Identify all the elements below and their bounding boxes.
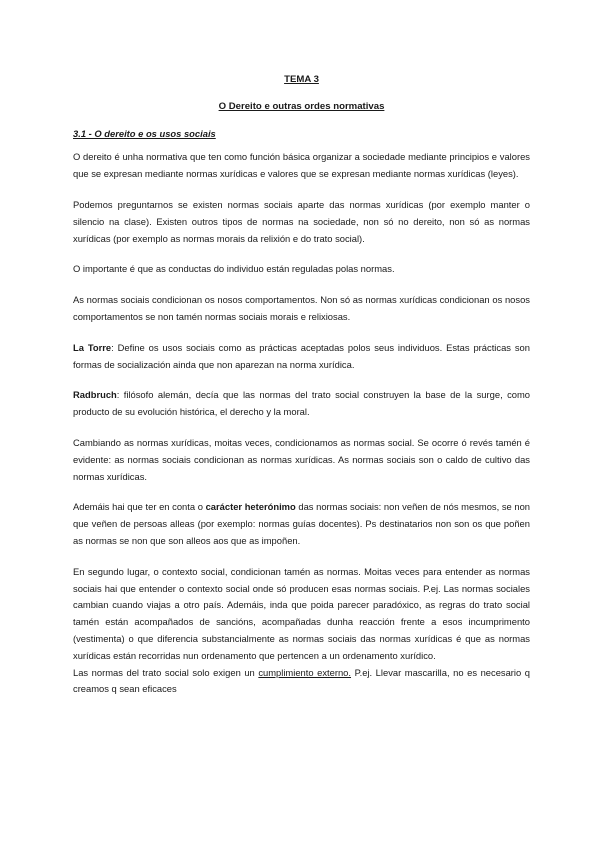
paragraph-radbruch (73, 387, 530, 421)
section-heading: 3.1 - O dereito e os usos sociais (73, 127, 216, 139)
document-subtitle: O Dereito e outras ordes normativas (218, 100, 385, 112)
paragraph-dereito-definition: O dereito é unha normativa que ten como función básica organizar a sociedade mediante principios e valores que se expresan mediante normas xurídicas e valores que se expresan mediante normas xurídicas (leyes). (73, 151, 530, 180)
paragraph-heteronimo (73, 499, 530, 549)
paragraph-normas-sociais: Podemos preguntarnos se existen normas sociais aparte das normas xurídicas (por exemplo manter o silencio na clase). Existen outros tipos de normas na sociedade, non só no dereito, non só as normas xurídicas (por exemplo as normas morais da relixión e do trato social). (73, 198, 530, 244)
cumplimiento-text: P.ej. Llevar mascarilla, no es necesario q creamos q sean eficaces (73, 666, 530, 695)
radbruch-text: : filósofo alemán, decía que las normas del trato social construyen la base de la surge, como producto de su evolución histórica, el derecho y la moral. (73, 389, 530, 418)
la-torre-text: : Define os usos sociais como as prácticas aceptadas polos seus individuos. Estas prácticas son formas de socialización ainda que non aparezan na norma xurídica. (73, 341, 530, 370)
paragraph-la-torre (73, 340, 530, 374)
term-cumplimiento-externo: cumplimiento externo. (258, 666, 352, 678)
author-la-torre: La Torre (73, 341, 112, 353)
paragraph-contexto-social: En segundo lugar, o contexto social, condicionan tamén as normas. Moitas veces para entender as normas sociais hai que entender o contexto social onde só producen esas normas sociais. P.ej. Las normas sociales cambian cuando viajas a otro país. Ademáis, inda que poida parecer paradóxico, as regras do trato social tamén están acompañados de sancións, acompañadas dunha reacción frente a esos incumprimento (vestimenta) o que diferencia substancialmente as normas sociais das normas xurídicas é que as normas xurídicas están recorridas nun ordenamento que pertencen a un ordenamento xurídico. (73, 565, 530, 661)
term-heteronimo: carácter heterónimo (205, 501, 296, 513)
author-radbruch: Radbruch (73, 389, 117, 401)
heteronimo-lead: Ademáis hai que ter en conta o (73, 501, 206, 513)
paragraph-conductas: O importante é que as conductas do individuo están reguladas polas normas. (73, 263, 395, 275)
document-title: TEMA 3 (284, 74, 319, 85)
heteronimo-text: das normas sociais: non veñen de nós mesmos, se non que veñen de persoas alleas (por exemplo: normas guías docentes). Ps destinatarios non son os que poñen as normas se non que son alleos aos que as impoñen. (73, 501, 531, 546)
paragraph-cumplimiento (73, 665, 530, 699)
paragraph-comportamentos: As normas sociais condicionan os nosos comportamentos. Non só as normas xurídicas condicionan os nosos comportamentos se non tamén normas sociais morais e relixiosas. (73, 294, 530, 322)
paragraph-cambiando: Cambiando as normas xurídicas, moitas veces, condicionamos as normas social. Se ocorre ó revés tamén é evidente: as normas sociais condicionan as normas xurídicas. As normas sociais son o caldo de cultivo das normas xurídicas. (73, 436, 530, 482)
cumplimiento-lead: Las normas del trato social solo exigen un (73, 666, 259, 678)
